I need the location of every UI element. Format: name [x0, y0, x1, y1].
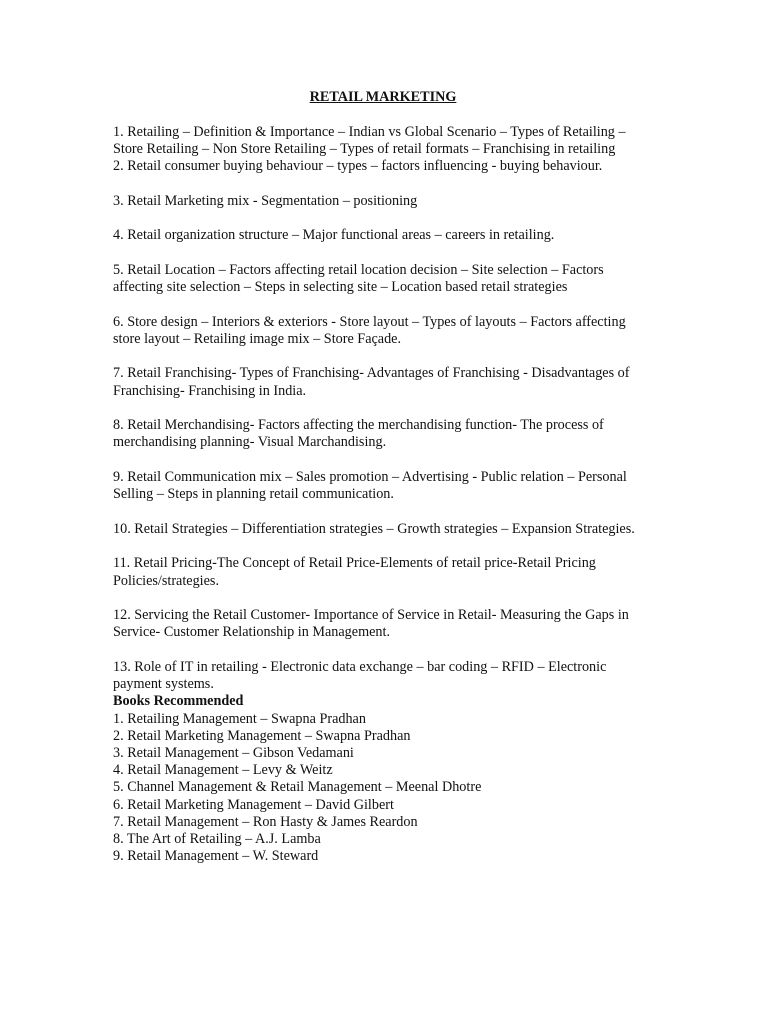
- books-heading: Books Recommended: [113, 693, 244, 710]
- topic-item: 7. Retail Franchising- Types of Franchising- Advantages of Franchising - Disadvantages of Franchising- Franchising in India.: [113, 365, 630, 399]
- book-item: 9. Retail Management – W. Steward: [113, 848, 319, 865]
- book-item: 8. The Art of Retailing – A.J. Lamba: [113, 830, 321, 847]
- topic-item: 10. Retail Strategies – Differentiation strategies – Growth strategies – Expansion Strategies.: [113, 520, 635, 537]
- topic-item: 6. Store design – Interiors & exteriors - Store layout – Types of layouts – Factors affecting store layout – Retailing image mix – Store Façade.: [113, 313, 626, 347]
- topic-item: 13. Role of IT in retailing - Electronic data exchange – bar coding – RFID – Electronic payment systems.: [113, 658, 607, 693]
- topic-item: 11. Retail Pricing-The Concept of Retail Price-Elements of retail price-Retail Pricing Policies/strategies.: [113, 555, 596, 589]
- book-item: 3. Retail Management – Gibson Vedamani: [113, 744, 354, 761]
- book-item: 2. Retail Marketing Management – Swapna Pradhan: [113, 727, 411, 744]
- topic-item: 5. Retail Location – Factors affecting retail location decision – Site selection – Factors affecting site selection – Steps in selecting site – Location based retail strategies: [113, 261, 604, 295]
- topic-item: 1. Retailing – Definition & Importance – Indian vs Global Scenario – Types of Retailing – Store Retailing – Non Store Retailing – Types of retail formats – Franchising in retailing: [113, 123, 626, 157]
- topic-item: 2. Retail consumer buying behaviour – types – factors influencing - buying behaviour.: [113, 158, 603, 174]
- book-item: 5. Channel Management & Retail Management – Meenal Dhotre: [113, 779, 482, 796]
- topic-item: 8. Retail Merchandising- Factors affecting the merchandising function- The process of merchandising planning- Visual Marchandising.: [113, 417, 604, 451]
- topic-item: 9. Retail Communication mix – Sales promotion – Advertising - Public relation – Personal Selling – Steps in planning retail communication.: [113, 468, 627, 503]
- syllabus-document: [113, 89, 653, 865]
- book-item: 7. Retail Management – Ron Hasty & James Reardon: [113, 813, 418, 830]
- topic-item: 4. Retail organization structure – Major functional areas – careers in retailing.: [113, 227, 555, 244]
- topic-item: 12. Servicing the Retail Customer- Importance of Service in Retail- Measuring the Gaps in Service- Customer Relationship in Management.: [113, 607, 629, 641]
- book-item: 6. Retail Marketing Management – David Gilbert: [113, 796, 394, 813]
- book-item: 1. Retailing Management – Swapna Pradhan: [113, 710, 366, 727]
- topic-item: 3. Retail Marketing mix - Segmentation – positioning: [113, 192, 418, 209]
- document-title: RETAIL MARKETING: [309, 89, 457, 105]
- book-item: 4. Retail Management – Levy & Weitz: [113, 762, 333, 779]
